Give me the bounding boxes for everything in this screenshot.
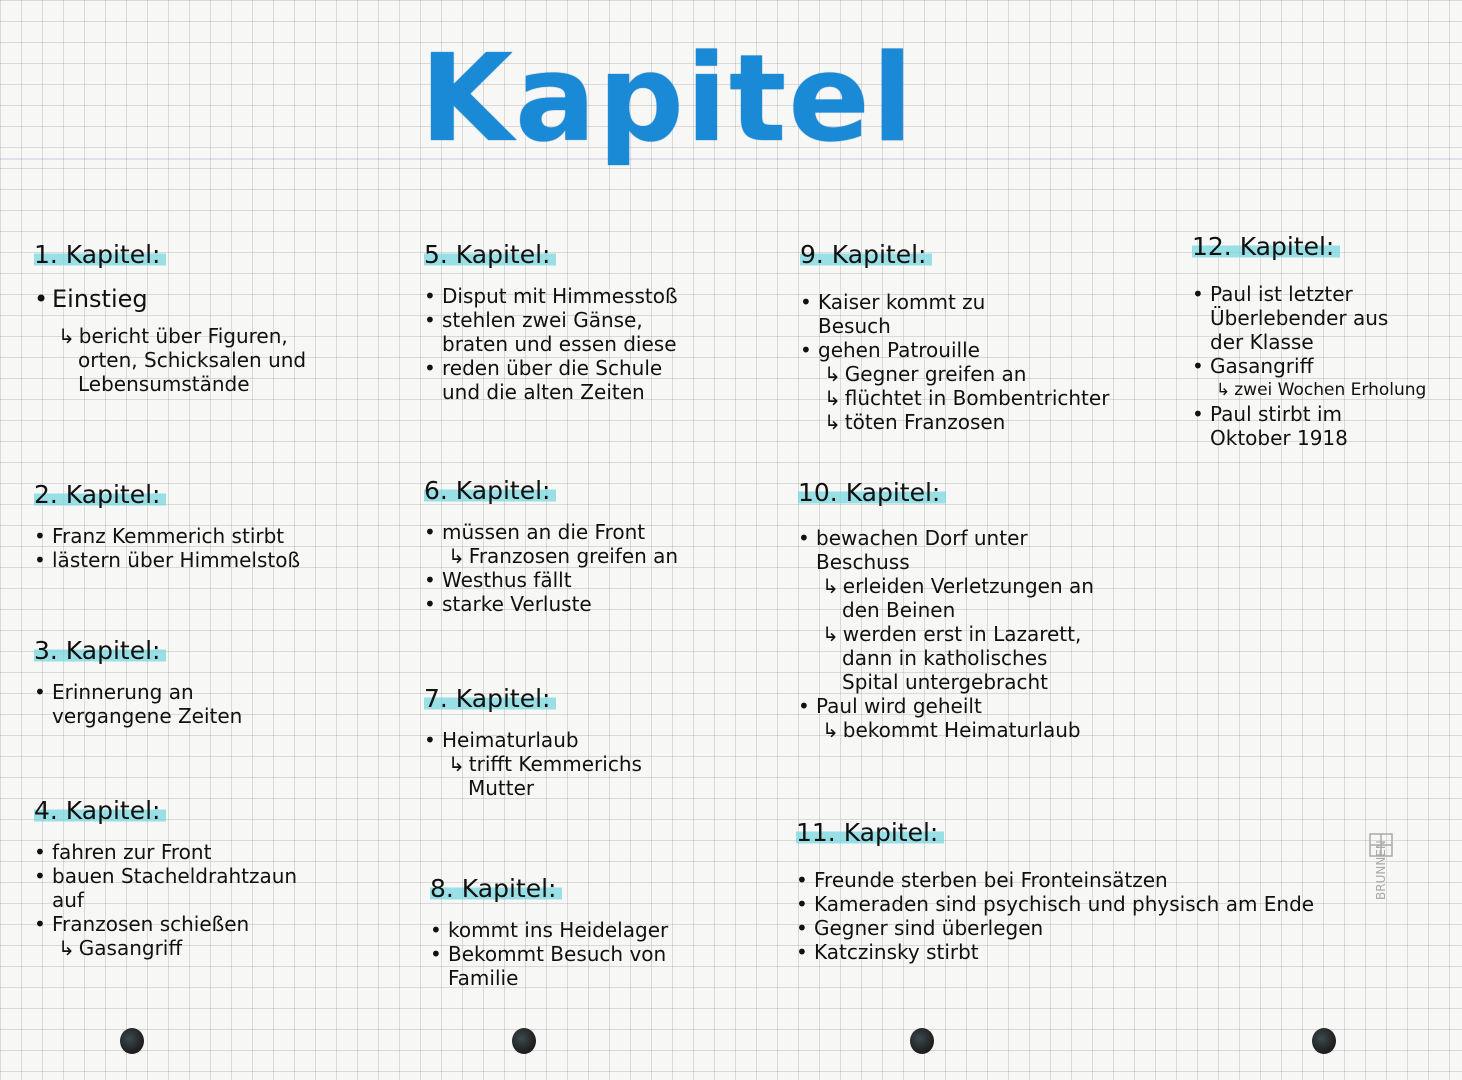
- arrow-icon: ↳: [822, 622, 839, 646]
- list-item: orten, Schicksalen und: [78, 348, 307, 372]
- list-item: • Westhus fällt: [424, 568, 784, 592]
- list-item: • Kameraden sind psychisch und physisch am Ende: [796, 892, 1356, 916]
- list-item: • Gasangriff: [1192, 354, 1452, 378]
- chapter-7-heading: 7. Kapitel:: [424, 684, 556, 714]
- chapter-11-heading: 11. Kapitel:: [796, 818, 944, 848]
- list-item: • müssen an die Front: [424, 520, 784, 544]
- list-item: auf: [52, 888, 84, 912]
- list-item: • lästern über Himmelstoß: [34, 548, 394, 572]
- chapter-2-heading: 2. Kapitel:: [34, 480, 166, 510]
- list-item: • Bekommt Besuch von: [430, 942, 790, 966]
- chapter-3-list: [34, 680, 394, 728]
- chapter-2-list: [34, 524, 394, 572]
- list-item: vergangene Zeiten: [52, 704, 243, 728]
- list-item: ↳ werden erst in Lazarett,: [822, 622, 1082, 646]
- chapter-12-heading: 12. Kapitel:: [1192, 232, 1340, 262]
- list-item: Spital untergebracht: [842, 670, 1049, 694]
- punch-hole: [1312, 1028, 1336, 1054]
- chapter-4: [34, 796, 394, 960]
- chapter-11: [796, 818, 1356, 964]
- chapter-1: [34, 240, 394, 396]
- list-item: Mutter: [468, 776, 535, 800]
- chapter-9: [800, 240, 1170, 434]
- list-item: den Beinen: [842, 598, 956, 622]
- list-item: Überlebender aus: [1210, 306, 1389, 330]
- list-item: • Paul wird geheilt: [798, 694, 1168, 718]
- list-item: ↳ Gegner greifen an: [824, 362, 1027, 386]
- arrow-icon: ↳: [448, 544, 465, 568]
- list-item: ↳ Franzosen greifen an: [448, 544, 679, 568]
- list-item: ↳ töten Franzosen: [824, 410, 1006, 434]
- list-item: ↳ trifft Kemmerichs: [448, 752, 642, 776]
- chapter-12: [1192, 232, 1452, 450]
- list-item: Beschuss: [816, 550, 910, 574]
- punch-hole: [512, 1028, 536, 1054]
- list-item: • bauen Stacheldrahtzaun: [34, 864, 394, 888]
- arrow-icon: ↳: [822, 574, 839, 598]
- chapter-8: [430, 874, 790, 990]
- list-item: ↳ zwei Wochen Erholung: [1216, 380, 1427, 400]
- list-item: • gehen Patrouille: [800, 338, 1170, 362]
- chapter-4-list: [34, 840, 394, 960]
- list-item: • Erinnerung an: [34, 680, 394, 704]
- list-item: • Einstieg: [34, 284, 394, 314]
- chapter-12-list: [1192, 282, 1452, 450]
- list-item: ↳ Gasangriff: [58, 936, 183, 960]
- chapter-9-heading: 9. Kapitel:: [800, 240, 932, 270]
- arrow-icon: ↳: [822, 718, 839, 742]
- list-item: Familie: [448, 966, 519, 990]
- list-item: • kommt ins Heidelager: [430, 918, 790, 942]
- page-title: Kapitel: [420, 30, 915, 169]
- list-item: • Katczinsky stirbt: [796, 940, 1356, 964]
- chapter-11-list: [796, 868, 1356, 964]
- chapter-6-list: [424, 520, 784, 616]
- list-item: ↳ bericht über Figuren,: [58, 324, 288, 348]
- arrow-icon: ↳: [824, 362, 841, 386]
- list-item: ↳ erleiden Verletzungen an: [822, 574, 1094, 598]
- list-item: ↳ flüchtet in Bombentrichter: [824, 386, 1110, 410]
- chapter-6: [424, 476, 784, 616]
- arrow-icon: ↳: [58, 324, 75, 348]
- list-item: • Disput mit Himmesstoß: [424, 284, 784, 308]
- punch-hole: [120, 1028, 144, 1054]
- list-item: • starke Verluste: [424, 592, 784, 616]
- list-item: • fahren zur Front: [34, 840, 394, 864]
- chapter-3-heading: 3. Kapitel:: [34, 636, 166, 666]
- list-item: Besuch: [818, 314, 891, 338]
- list-item: • Franz Kemmerich stirbt: [34, 524, 394, 548]
- list-item: braten und essen diese: [442, 332, 677, 356]
- list-item: • Gegner sind überlegen: [796, 916, 1356, 940]
- chapter-5-list: [424, 284, 784, 404]
- arrow-icon: ↳: [448, 752, 465, 776]
- list-item: • Paul stirbt im: [1192, 402, 1452, 426]
- chapter-7-list: [424, 728, 784, 800]
- chapter-1-list: [34, 284, 394, 396]
- chapter-5-heading: 5. Kapitel:: [424, 240, 556, 270]
- arrow-icon: ↳: [824, 386, 841, 410]
- list-item: und die alten Zeiten: [442, 380, 645, 404]
- list-item: • Franzosen schießen: [34, 912, 394, 936]
- chapter-2: [34, 480, 394, 572]
- list-item: Oktober 1918: [1210, 426, 1348, 450]
- arrow-icon: ↳: [824, 410, 841, 434]
- chapter-8-heading: 8. Kapitel:: [430, 874, 562, 904]
- chapter-7: [424, 684, 784, 800]
- list-item: • Kaiser kommt zu: [800, 290, 1170, 314]
- list-item: dann in katholisches: [842, 646, 1048, 670]
- list-item: • Freunde sterben bei Fronteinsätzen: [796, 868, 1356, 892]
- chapter-8-list: [430, 918, 790, 990]
- chapter-10-list: [798, 526, 1168, 742]
- chapter-3: [34, 636, 394, 728]
- chapter-10-heading: 10. Kapitel:: [798, 478, 946, 508]
- chapter-4-heading: 4. Kapitel:: [34, 796, 166, 826]
- chapter-9-list: [800, 290, 1170, 434]
- list-item: der Klasse: [1210, 330, 1314, 354]
- chapter-6-heading: 6. Kapitel:: [424, 476, 556, 506]
- list-item: • bewachen Dorf unter: [798, 526, 1168, 550]
- punch-hole: [910, 1028, 934, 1054]
- chapter-10: [798, 478, 1168, 742]
- arrow-icon: ↳: [1216, 380, 1231, 400]
- chapter-1-heading: 1. Kapitel:: [34, 240, 166, 270]
- list-item: ↳ bekommt Heimaturlaub: [822, 718, 1081, 742]
- list-item: Lebensumstände: [78, 372, 250, 396]
- list-item: • reden über die Schule: [424, 356, 784, 380]
- chapter-5: [424, 240, 784, 404]
- list-item: • stehlen zwei Gänse,: [424, 308, 784, 332]
- brunnen-logo-text: BRUNNEN: [1374, 840, 1388, 900]
- arrow-icon: ↳: [58, 936, 75, 960]
- list-item: • Paul ist letzter: [1192, 282, 1452, 306]
- list-item: • Heimaturlaub: [424, 728, 784, 752]
